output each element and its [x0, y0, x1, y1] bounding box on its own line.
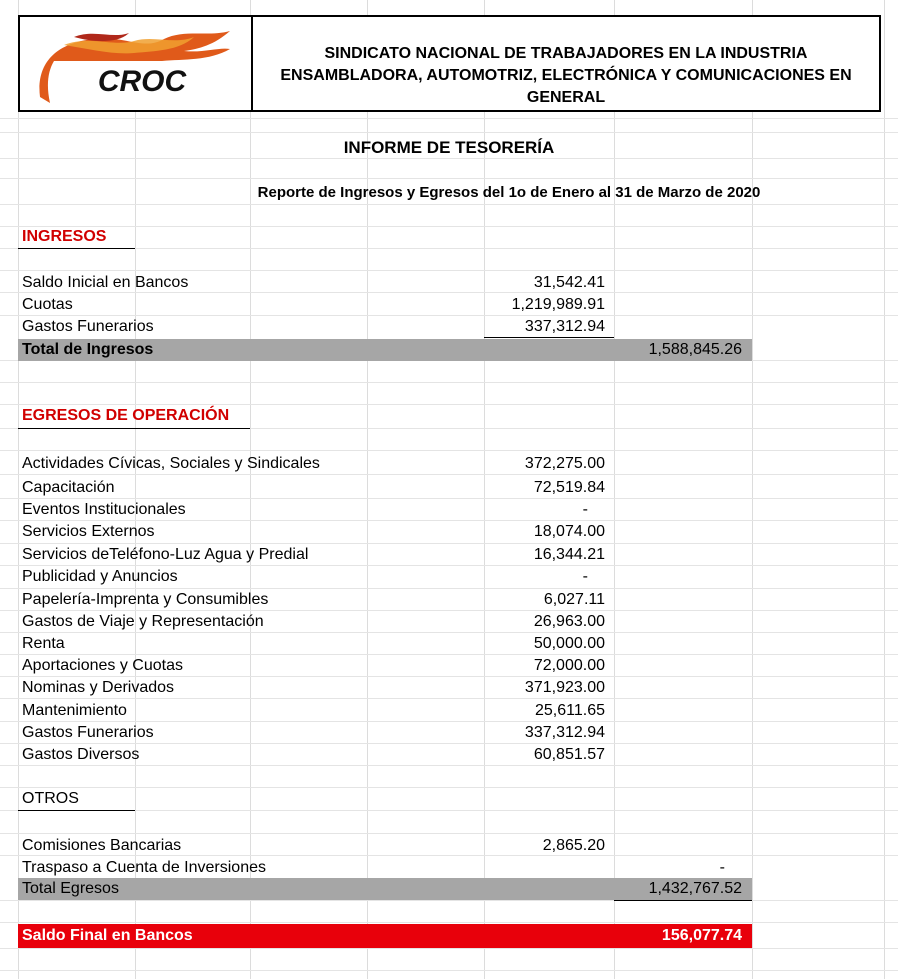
row-label: Mantenimiento: [22, 702, 127, 719]
croc-logo: [34, 25, 234, 107]
row-label: Comisiones Bancarias: [22, 837, 182, 854]
section-heading-ingresos: INGRESOS: [22, 228, 107, 245]
saldo-final-label: Saldo Final en Bancos: [22, 927, 193, 944]
row-label: Gastos Funerarios: [22, 724, 154, 741]
logo-wordmark: CROC: [97, 65, 187, 98]
row-value: 72,000.00: [533, 657, 605, 674]
row-value: 1,219,989.91: [511, 296, 605, 313]
section-underline: [18, 248, 135, 249]
row-label: Actividades Cívicas, Sociales y Sindicales: [22, 455, 320, 472]
row-label: Eventos Institucionales: [22, 501, 186, 518]
saldo-final-value: 156,077.74: [661, 927, 742, 944]
org-name-line: ENSAMBLADORA, AUTOMOTRIZ, ELECTRÓNICA Y COMUNICACIONES EN: [280, 67, 852, 84]
row-label: Gastos Funerarios: [22, 318, 154, 335]
total-egresos-label: Total Egresos: [22, 880, 119, 897]
row-label: Gastos Diversos: [22, 746, 140, 763]
org-name: [253, 43, 879, 109]
row-label: Papelería-Imprenta y Consumibles: [22, 591, 269, 608]
section-heading-otros: OTROS: [22, 790, 79, 807]
report-header: [18, 15, 881, 112]
org-name-line: SINDICATO NACIONAL DE TRABAJADORES EN LA INDUSTRIA: [324, 45, 808, 62]
report-subtitle: Reporte de Ingresos y Egresos del 1o de Enero al 31 de Marzo de 2020: [257, 184, 761, 201]
row-value: 372,275.00: [524, 455, 605, 472]
row-label: Publicidad y Anuncios: [22, 568, 178, 585]
row-value: 72,519.84: [533, 479, 605, 496]
row-value: -: [719, 859, 725, 876]
row-label: Aportaciones y Cuotas: [22, 657, 183, 674]
row-label: Servicios Externos: [22, 523, 155, 540]
row-value: 25,611.65: [535, 702, 605, 719]
row-value: -: [582, 568, 588, 585]
section-underline: [18, 810, 135, 811]
row-value: 26,963.00: [533, 613, 605, 630]
row-label: Gastos de Viaje y Representación: [22, 613, 264, 630]
org-name-line: GENERAL: [526, 89, 606, 106]
total-underline: [614, 900, 752, 901]
row-value: 337,312.94: [524, 724, 605, 741]
row-label: Saldo Inicial en Bancos: [22, 274, 189, 291]
row-label: Nominas y Derivados: [22, 679, 175, 696]
total-ingresos-value: 1,588,845.26: [648, 341, 742, 358]
row-value: -: [582, 501, 588, 518]
row-value: 16,344.21: [533, 546, 605, 563]
row-value: 18,074.00: [533, 523, 605, 540]
subtotal-underline: [484, 337, 614, 338]
row-value: 2,865.20: [542, 837, 605, 854]
row-label: Servicios deTeléfono-Luz Agua y Predial: [22, 546, 309, 563]
total-ingresos-label: Total de Ingresos: [22, 341, 154, 358]
row-label: Capacitación: [22, 479, 115, 496]
total-egresos-value: 1,432,767.52: [648, 880, 742, 897]
row-label: Renta: [22, 635, 65, 652]
row-value: 60,851.57: [533, 746, 605, 763]
row-value: 6,027.11: [543, 591, 605, 608]
row-value: 337,312.94: [524, 318, 605, 335]
row-label: Cuotas: [22, 296, 73, 313]
section-underline: [18, 428, 250, 429]
row-value: 31,542.41: [533, 274, 605, 291]
row-value: 371,923.00: [524, 679, 605, 696]
report-title: INFORME DE TESORERÍA: [343, 138, 555, 157]
row-label: Traspaso a Cuenta de Inversiones: [22, 859, 266, 876]
row-value: 50,000.00: [533, 635, 605, 652]
section-heading-egresos: EGRESOS DE OPERACIÓN: [22, 407, 230, 424]
